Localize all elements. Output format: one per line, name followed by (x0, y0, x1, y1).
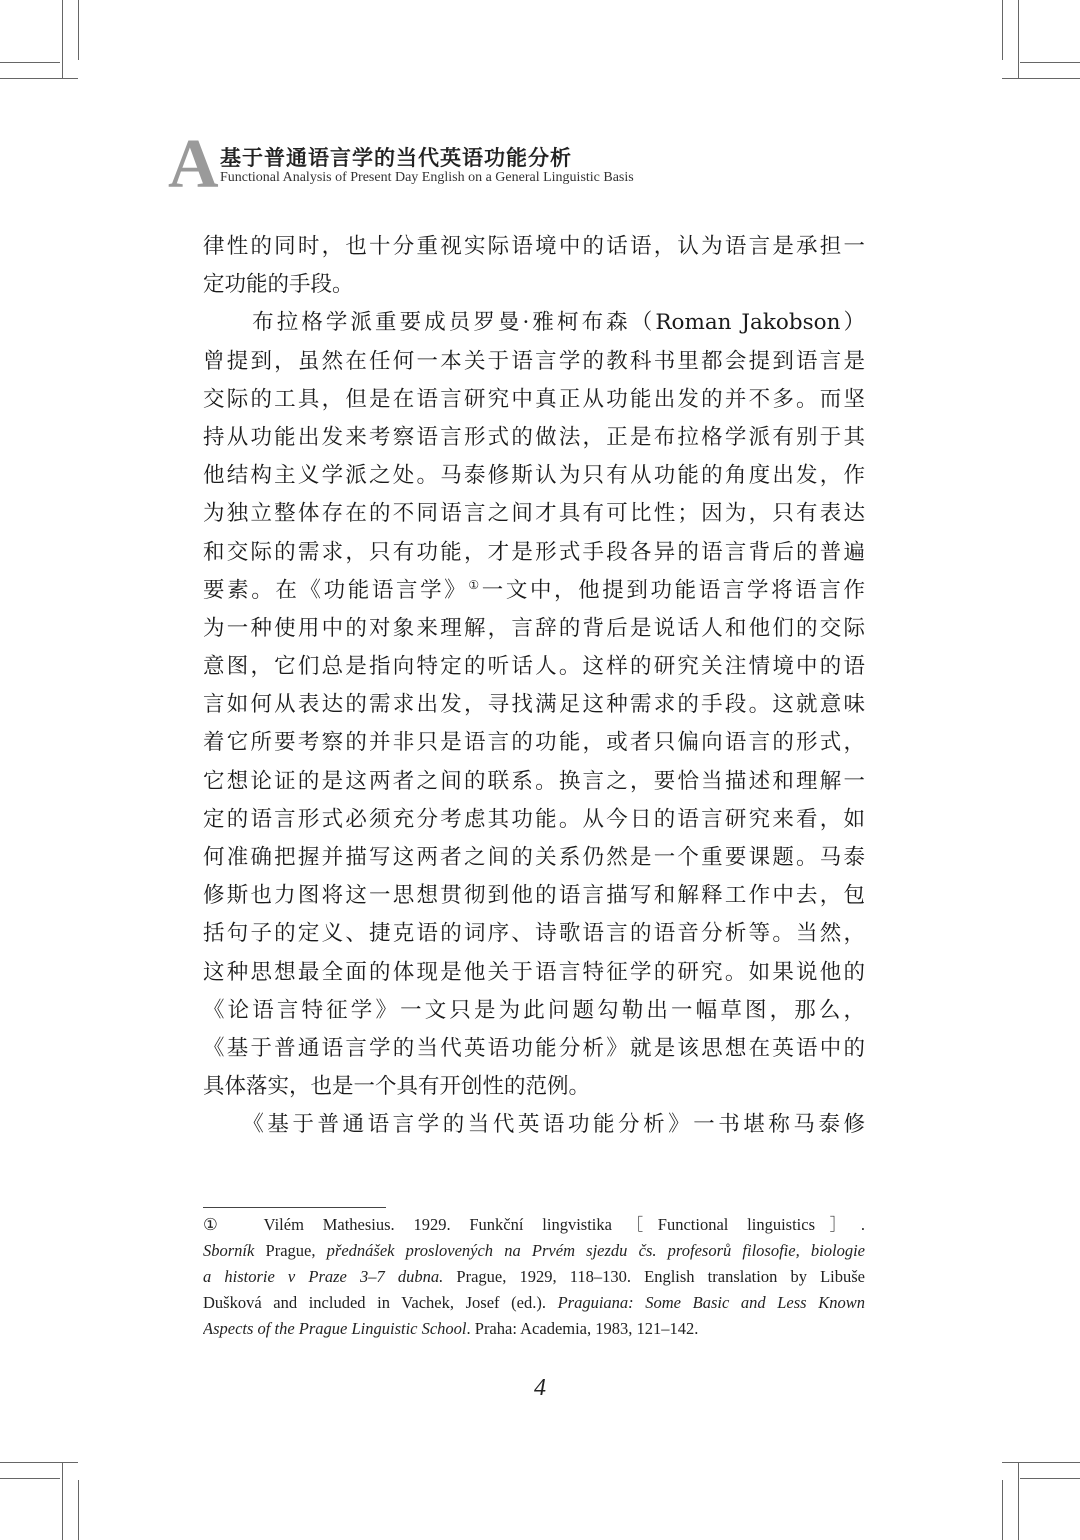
body-line: 着它所要考察的并非只是语言的功能，或者只偏向语言的形式， (203, 730, 865, 756)
crop-mark (62, 0, 63, 78)
body-line: 《论语言特征学》一文只是为此问题勾勒出一幅草图，那么， (203, 997, 865, 1023)
footnote-line (203, 1316, 865, 1342)
crop-mark (78, 1480, 79, 1540)
crop-mark (1020, 1478, 1080, 1479)
footnote-text: Prague, (254, 1241, 327, 1260)
footnote-rule (203, 1207, 386, 1208)
body-line: 定的语言形式必须充分考虑其功能。从今日的语言研究来看，如 (203, 806, 865, 832)
body-line: 持从功能出发来考察语言形式的做法，正是布拉格学派有别于其 (203, 424, 865, 450)
crop-mark (1002, 1462, 1080, 1463)
body-line: 它想论证的是这两者之间的联系。换言之，要恰当描述和理解一 (203, 768, 865, 794)
body-line: 意图，它们总是指向特定的听话人。这样的研究关注情境中的语 (203, 654, 865, 680)
crop-mark (1002, 0, 1003, 60)
footnote-italic: přednášek proslovených na Prvém sjezdu čs. profesorů filosofie, biologie (326, 1241, 865, 1260)
running-head-letter: A (168, 126, 219, 203)
crop-mark (0, 78, 78, 79)
crop-mark (1018, 1462, 1019, 1540)
crop-mark (1002, 78, 1080, 79)
body-line-part: 一文中，他提到功能语言学将语言作 (481, 577, 865, 603)
footnote-line: ① Vilém Mathesius. 1929. Funkční lingvistika［Functional linguistics］. (203, 1215, 865, 1234)
running-head-title-en: Functional Analysis of Present Day English on a General Linguistic Basis (220, 170, 634, 185)
footnote-text: Dušková and included in Vachek, Josef (ed.). (203, 1293, 558, 1312)
body-line-part: 要素。在《功能语言学》 (203, 577, 469, 603)
body-line: 和交际的需求，只有功能，才是形式手段各异的语言背后的普遍 (203, 539, 865, 565)
crop-mark (0, 62, 60, 63)
body-line: 修斯也力图将这一思想贯彻到他的语言描写和解释工作中去，包 (203, 883, 865, 909)
body-line: 《基于普通语言学的当代英语功能分析》一书堪称马泰修 (203, 1112, 865, 1138)
footnote-italic: Praguiana: Some Basic and Less Known (557, 1293, 865, 1312)
crop-mark (0, 1462, 78, 1463)
body-line: 括句子的定义、捷克语的词序、诗歌语言的语音分析等。当然， (203, 921, 865, 947)
footnote-text: . Praha: Academia, 1983, 121–142. (466, 1319, 699, 1338)
crop-mark (1018, 0, 1019, 78)
footnote-line (203, 1290, 865, 1316)
body-line: 律性的同时，也十分重视实际语境中的话语，认为语言是承担一 (203, 234, 865, 259)
footnote-reference: ① (468, 577, 482, 592)
body-line: 为一种使用中的对象来理解，言辞的背后是说话人和他们的交际 (203, 615, 865, 641)
page-number: 4 (534, 1375, 546, 1401)
body-line: 布拉格学派重要成员罗曼·雅柯布森（Roman Jakobson） (203, 310, 865, 336)
body-line (203, 572, 865, 610)
body-line: 何准确把握并描写这两者之间的关系仍然是一个重要课题。马泰 (203, 845, 865, 870)
body-line: 言如何从表达的需求出发，寻找满足这种需求的手段。这就意味 (203, 692, 865, 718)
footnote-italic: Sborník (203, 1241, 255, 1260)
running-head-title-cn: 基于普通语言学的当代英语功能分析 (220, 146, 572, 170)
body-line: 曾提到，虽然在任何一本关于语言学的教科书里都会提到语言是 (203, 348, 865, 374)
crop-mark (1002, 1480, 1003, 1540)
body-line: 定功能的手段。 (203, 272, 354, 298)
footnote-italic: Aspects of the Prague Linguistic School (203, 1319, 467, 1338)
body-line: 交际的工具，但是在语言研究中真正从功能出发的并不多。而坚 (203, 386, 865, 412)
crop-mark (0, 1478, 60, 1479)
body-line: 这种思想最全面的体现是他关于语言特征学的研究。如果说他的 (203, 959, 865, 985)
crop-mark (62, 1462, 63, 1540)
body-line: 他结构主义学派之处。马泰修斯认为只有从功能的角度出发，作 (203, 463, 865, 489)
footnote-line (203, 1264, 865, 1290)
body-line: 具体落实，也是一个具有开创性的范例。 (203, 1074, 591, 1100)
body-text (203, 228, 865, 1145)
body-line: 《基于普通语言学的当代英语功能分析》就是该思想在英语中的 (203, 1035, 865, 1061)
crop-mark (78, 0, 79, 60)
footnote-line (203, 1238, 865, 1264)
body-line: 为独立整体存在的不同语言之间才具有可比性；因为，只有表达 (203, 501, 865, 527)
crop-mark (1020, 62, 1080, 63)
footnote-text: Prague, 1929, 118–130. English translation by Libuše (443, 1267, 865, 1286)
footnote-italic: a historie v Praze 3–7 dubna. (203, 1267, 444, 1286)
footnote (203, 1212, 865, 1342)
